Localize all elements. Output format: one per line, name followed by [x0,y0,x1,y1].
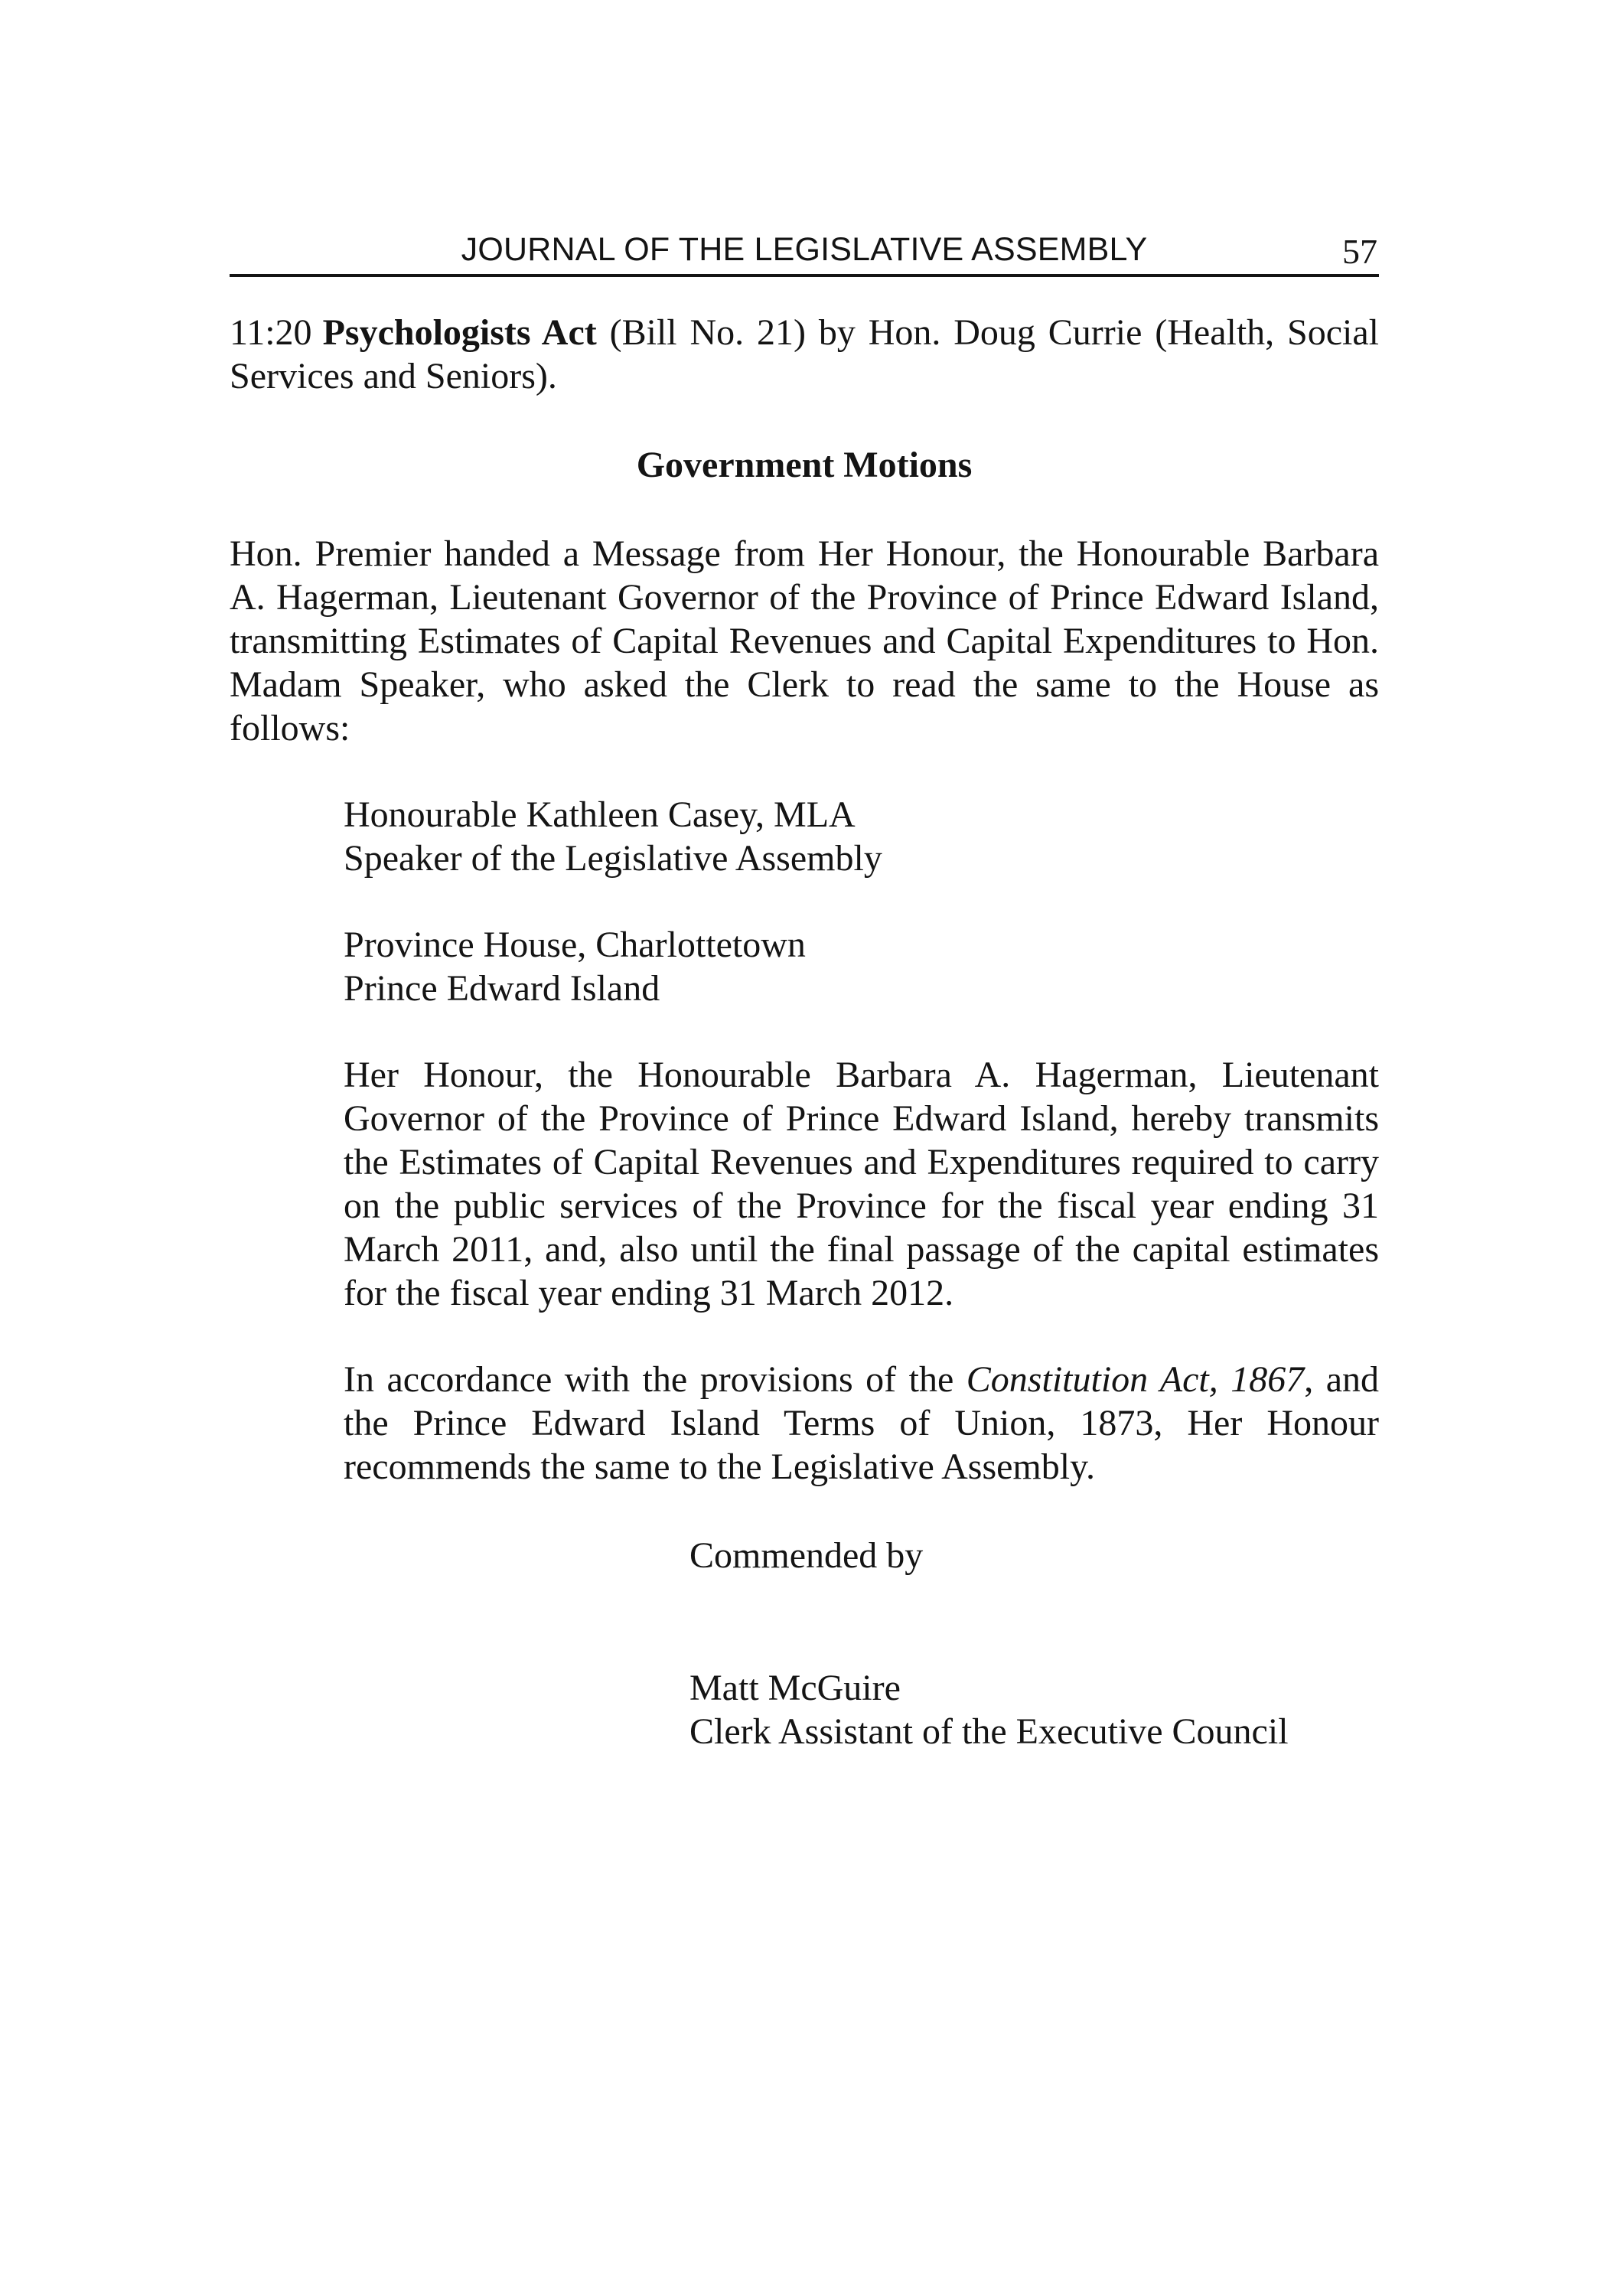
addressee-block [344,793,1379,880]
journal-page [230,227,1379,1753]
bill-name: Psychologists Act [322,312,597,353]
bill-details: (Bill No. 21) by Hon. Doug Currie (Health, Social Services and Seniors). [230,312,1379,396]
bill-time: 11:20 [230,312,312,353]
location-line-1: Province House, Charlottetown [344,925,806,965]
section-heading: Government Motions [636,445,973,485]
commended-by: Commended by [689,1535,924,1576]
message-closing [344,1358,1379,1489]
addressee-title: Speaker of the Legislative Assembly [344,838,882,879]
message-body: Her Honour, the Honourable Barbara A. Hagerman, Lieutenant Governor of the Province of Prince Edward Island, hereby transmits the Estimates of Capital Revenues and Expenditures required to carry on the public services of the Province for the fiscal year ending 31 March 2011, and, also until the final passage of the capital estimates for the fiscal year ending 31 March 2012. [344,1055,1379,1313]
signatory-title: Clerk Assistant of the Executive Council [689,1711,1289,1752]
message-block [344,793,1379,1489]
bill-entry [230,311,1379,398]
closing-text-end: , and the Prince Edward Island Terms of Union, 1873, Her Honour recommends the same to the Legislative Assembly. [344,1359,1380,1487]
addressee-name: Honourable Kathleen Casey, MLA [344,794,856,835]
closing-text-start: In accordance with the provisions of the [344,1359,966,1400]
journal-title: JOURNAL OF THE LEGISLATIVE ASSEMBLY [461,231,1148,268]
location-line-2: Prince Edward Island [344,968,660,1009]
page-number: 57 [1342,232,1377,271]
location-block [344,923,1379,1010]
constitution-act-title: Constitution Act, 1867 [966,1359,1305,1400]
signature-block [689,1666,1379,1753]
intro-paragraph: Hon. Premier handed a Message from Her Honour, the Honourable Barbara A. Hagerman, Lieutenant Governor of the Province of Prince Edward Island, transmitting Estimates of Capital Revenues and Capital Expenditures to Hon. Madam Speaker, who asked the Clerk to read the same to the House as follows: [230,533,1379,748]
signatory-name: Matt McGuire [689,1668,901,1708]
running-header [230,227,1379,277]
